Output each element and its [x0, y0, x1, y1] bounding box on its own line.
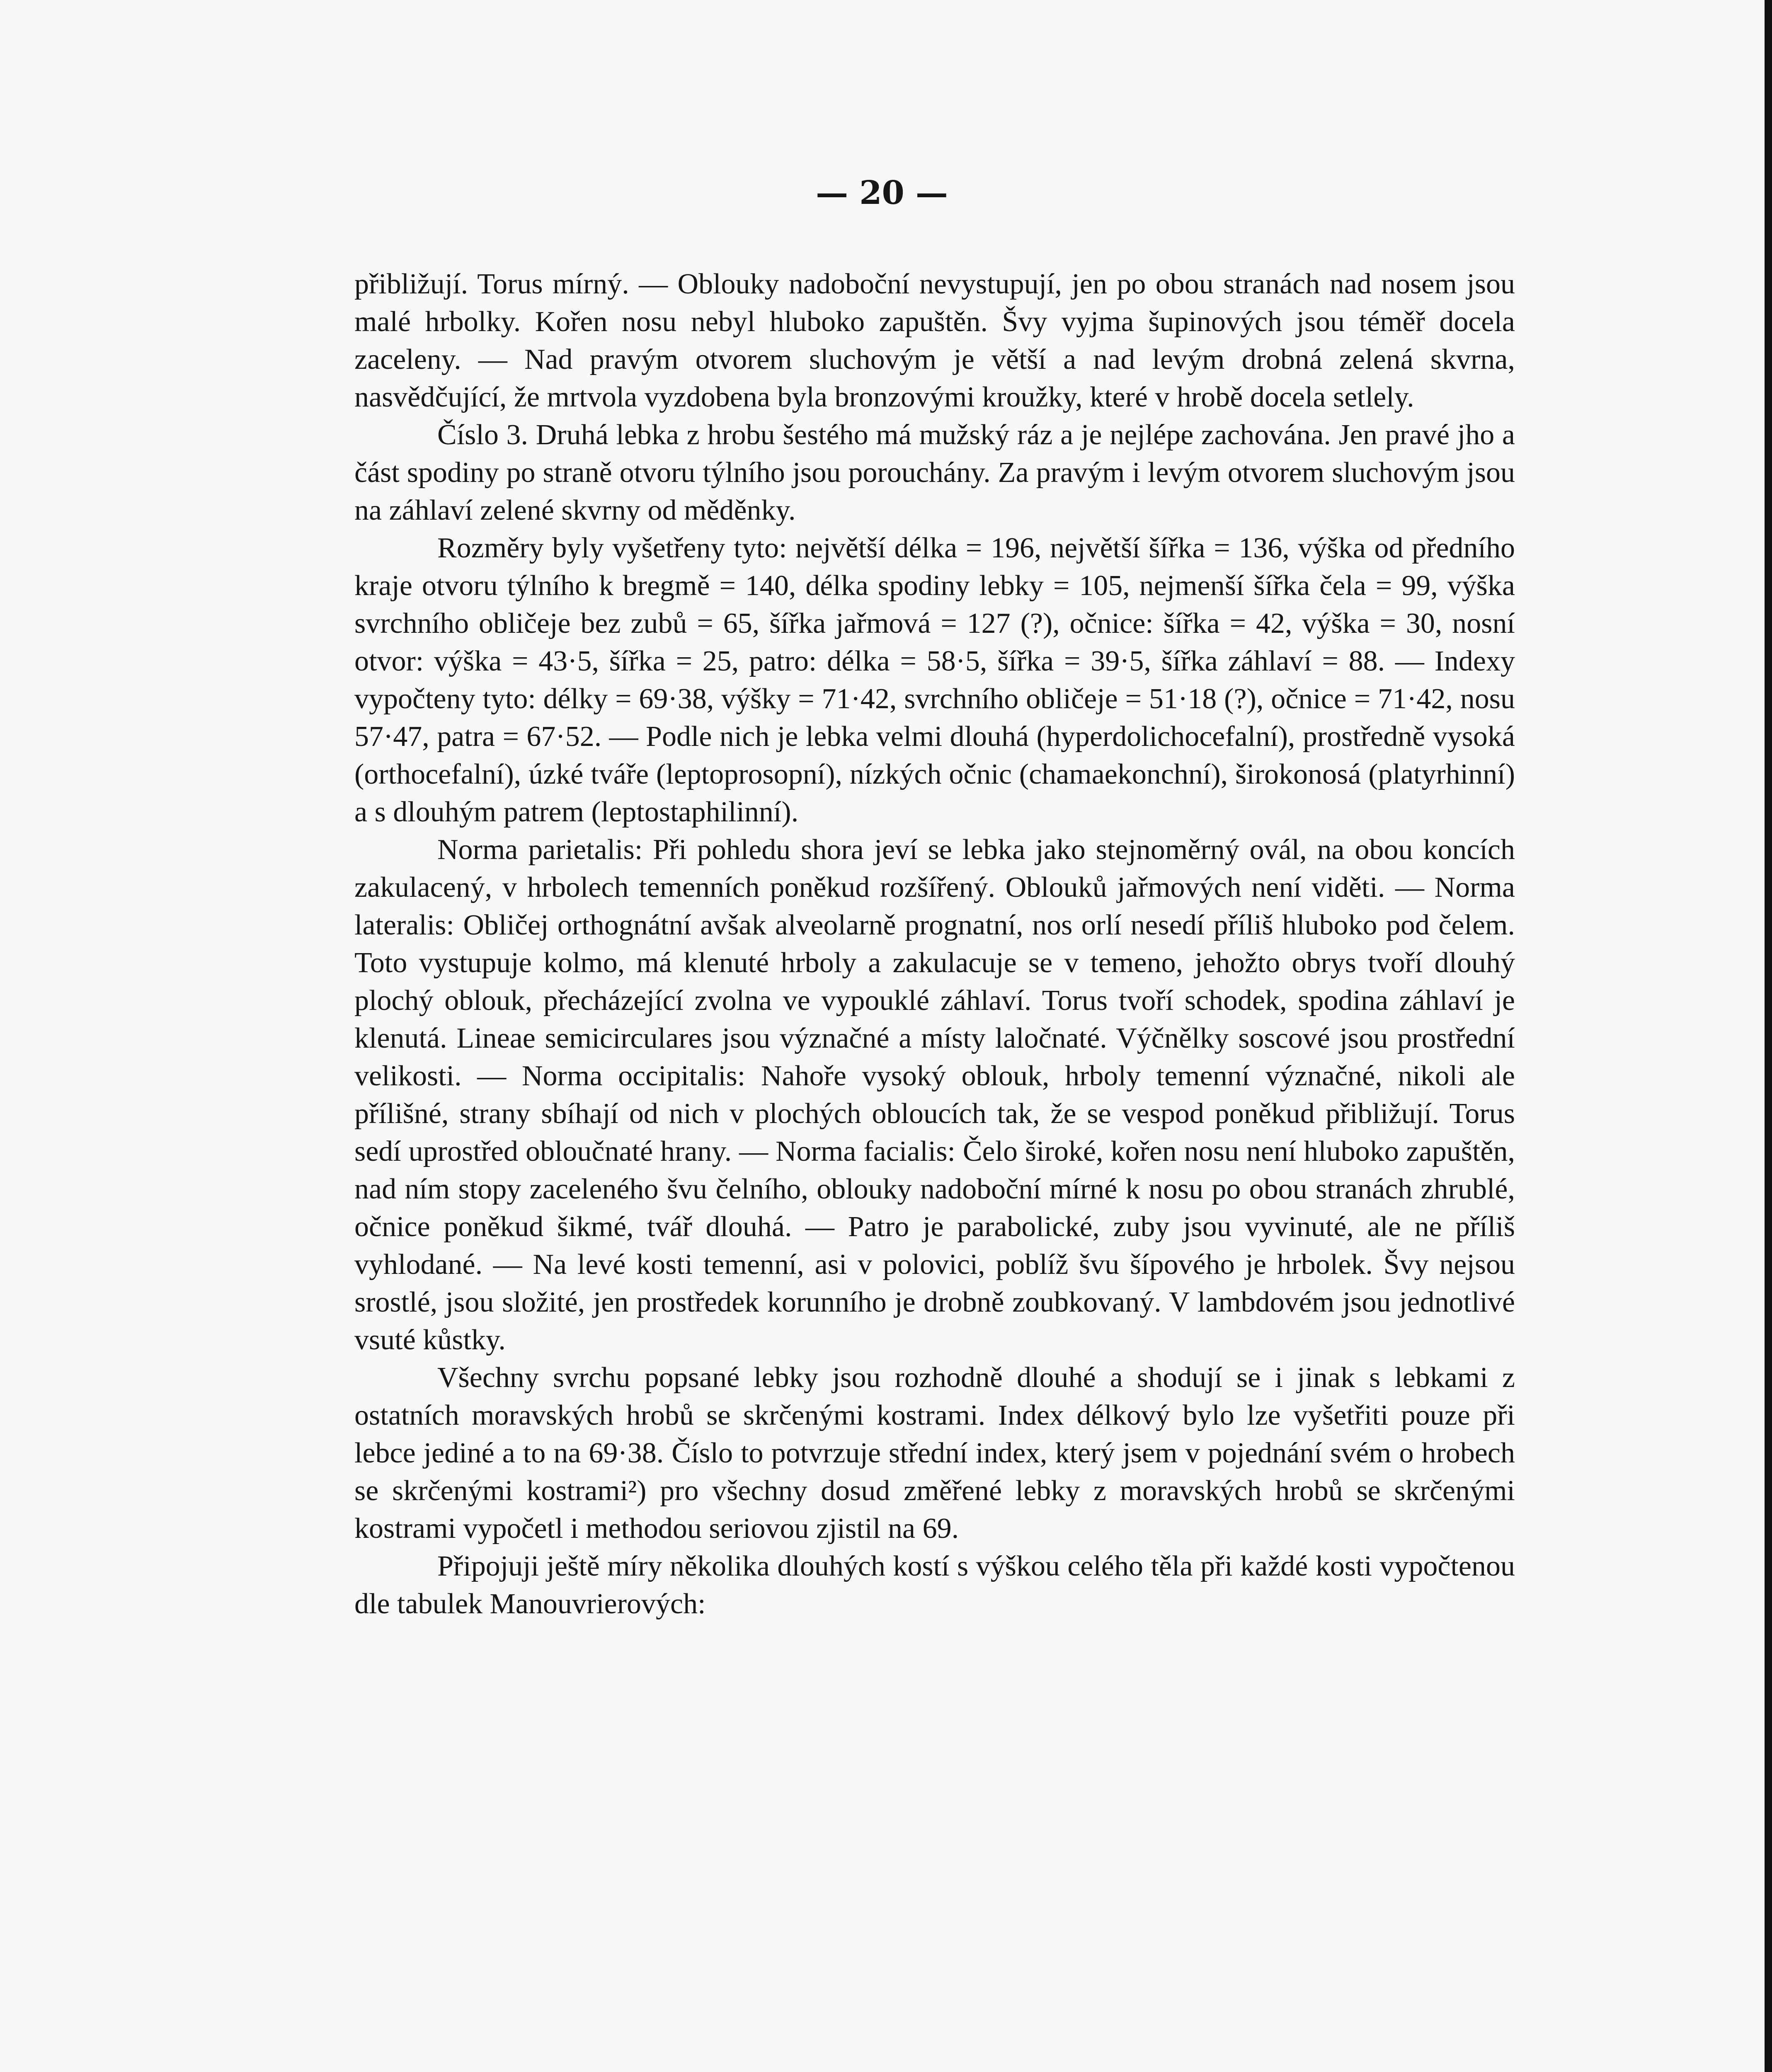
paragraph-6: Připojuji ještě míry několika dlouhých kostí s výškou celého těla při každé kosti vypočtenou dle tabulek Manouvrierových: [354, 1550, 1515, 1620]
scan-edge [1765, 0, 1772, 2072]
paragraph-1: přibližují. Torus mírný. — Oblouky nadoboční nevystupují, jen po obou stranách nad nosem jsou malé hrbolky. Kořen nosu nebyl hluboko zapuštěn. Švy vyjma šupinových jsou téměř docela zaceleny. — Nad pravým otvorem sluchovým je větší a nad levým drobná zelená skvrna, nasvědčující, že mrtvola vyzdobena byla bronzovými kroužky, které v hrobě docela setlely. [354, 268, 1515, 413]
paragraph-2: Číslo 3. Druhá lebka z hrobu šestého má mužský ráz a je nejlépe zachována. Jen pravé jho a část spodiny po straně otvoru týlního jsou porouchány. Za pravým i levým otvorem sluchovým jsou na záhlaví zelené skvrny od měděnky. [354, 419, 1515, 526]
page-number: — 20 — [816, 174, 948, 212]
body-text [354, 265, 1515, 1623]
paragraph-3: Rozměry byly vyšetřeny tyto: největší délka = 196, největší šířka = 136, výška od předního kraje otvoru týlního k bregmě = 140, délka spodiny lebky = 105, nejmenší šířka čela = 99, výška svrchního obličeje bez zubů = 65, šířka jařmová = 127 (?), očnice: šířka = 42, výška = 30, nosní otvor: výška = 43·5, šířka = 25, patro: délka = 58·5, šířka = 39·5, šířka záhlaví = 88. — Indexy vypočteny tyto: délky = 69·38, výšky = 71·42, svrchního obličeje = 51·18 (?), očnice = 71·42, nosu 57·47, patra = 67·52. — Podle nich je lebka velmi dlouhá (hyperdolichocefalní), prostředně vysoká (orthocefalní), úzké tváře (leptoprosopní), nízkých očnic (chamaekonchní), širokonosá (platyrhinní) a s dlouhým patrem (leptostaphilinní). [354, 532, 1515, 828]
paragraph-5: Všechny svrchu popsané lebky jsou rozhodně dlouhé a shodují se i jinak s lebkami z ostatních moravských hrobů se skrčenými kostrami. Index délkový bylo lze vyšetřiti pouze při lebce jediné a to na 69·38. Číslo to potvrzuje střední index, který jsem v pojednání svém o hrobech se skrčenými kostrami²) pro všechny dosud změřené lebky z moravských hrobů se skrčenými kostrami vypočetl i methodou seriovou zjistil na 69. [354, 1362, 1515, 1544]
paragraph-4: Norma parietalis: Při pohledu shora jeví se lebka jako stejnoměrný ovál, na obou koncích zakulacený, v hrbolech temenních poněkud rozšířený. Oblouků jařmových není viděti. — Norma lateralis: Obličej orthognátní avšak alveolarně prognatní, nos orlí nesedí příliš hluboko pod čelem. Toto vystupuje kolmo, má klenuté hrboly a zakulacuje se v temeno, jehožto obrys tvoří dlouhý plochý oblouk, přecházející zvolna ve vypouklé záhlaví. Torus tvoří schodek, spodina záhlaví je klenutá. Lineae semicirculares jsou význačné a místy laločnaté. Výčnělky soscové jsou prostřední velikosti. — Norma occipitalis: Nahoře vysoký oblouk, hrboly temenní význačné, nikoli ale přílišné, strany sbíhají od nich v plochých obloucích tak, že se vespod poněkud přibližují. Torus sedí uprostřed obloučnaté hrany. — Norma facialis: Čelo široké, kořen nosu není hluboko zapuštěn, nad ním stopy zaceleného švu čelního, oblouky nadoboční mírné k nosu po obou stranách zhrublé, očnice poněkud šikmé, tvář dlouhá. — Patro je parabolické, zuby jsou vyvinuté, ale ne příliš vyhlodané. — Na levé kosti temenní, asi v polovici, poblíž švu šípového je hrbolek. Švy nejsou srostlé, jsou složité, jen prostředek korunního je drobně zoubkovaný. V lambdovém jsou jednotlivé vsuté kůstky. [354, 834, 1515, 1356]
